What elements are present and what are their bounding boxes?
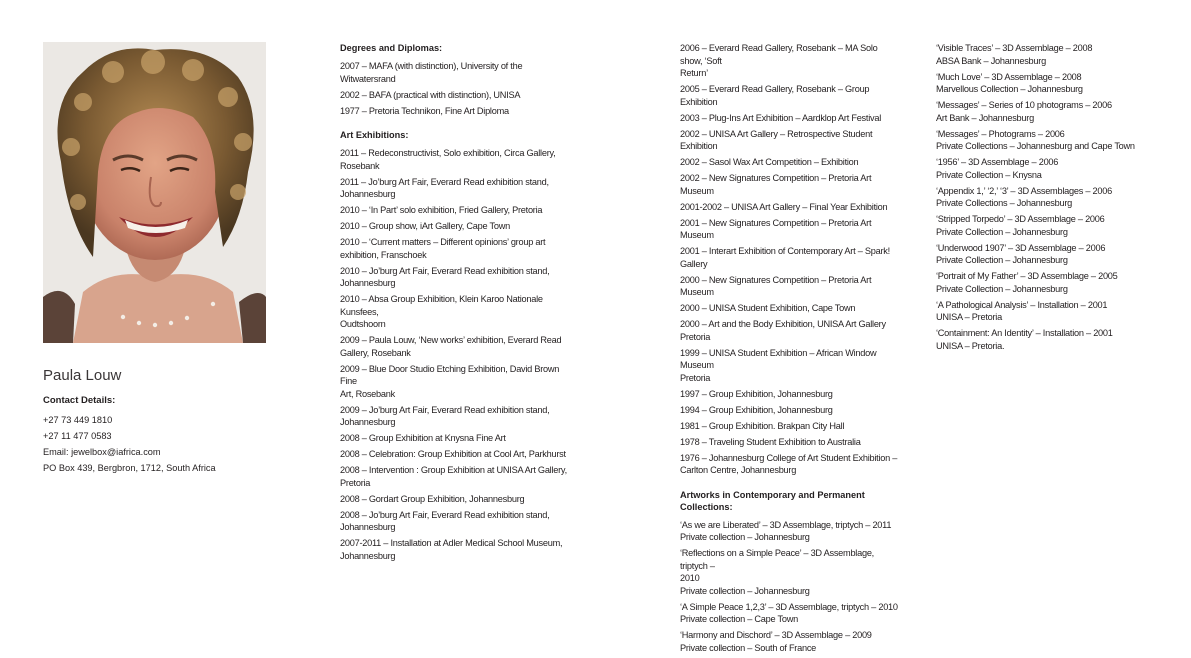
list-item	[340, 448, 572, 461]
list-item-line: 2001-2002 – UNISA Art Gallery – Final Year Exhibition	[680, 201, 888, 212]
degrees-heading: Degrees and Diplomas:	[340, 43, 443, 53]
list-item-line: Art, Rosebank	[340, 388, 395, 399]
column-artworks	[936, 42, 1136, 356]
list-item	[936, 270, 1136, 295]
list-item	[936, 71, 1136, 96]
list-item-line: 2007-2011 – Installation at Adler Medical School Museum,	[340, 538, 563, 548]
column-exhibitions-artworks	[680, 42, 900, 658]
list-item-line: UNISA – Pretoria	[936, 312, 1002, 322]
contact-email: Email: jewelbox@iafrica.com	[43, 447, 161, 457]
list-item-line: Private collection – South of France	[680, 642, 817, 653]
list-item-line: 2011 – Jo’burg Art Fair, Everard Read exhibition stand,	[340, 176, 549, 187]
list-item-line: Private Collection – Johannesburg	[936, 255, 1068, 265]
list-item-line: Johannesburg	[340, 189, 396, 199]
list-item-line: Rosebank	[340, 160, 380, 171]
list-item-line: Private Collections – Johannesburg	[936, 198, 1073, 208]
list-item-line: ‘Stripped Torpedo’ – 3D Assemblage – 2006	[936, 214, 1105, 224]
person-name: Paula Louw	[43, 367, 122, 384]
list-item-line: Pretoria	[340, 477, 371, 488]
list-item-line: Return’	[680, 68, 708, 78]
list-item	[340, 265, 572, 290]
list-item-line: ‘Reflections on a Simple Peace’ – 3D Assemblage, triptych –	[680, 548, 874, 571]
contact-details	[43, 395, 293, 476]
list-item-line: 2001 – New Signatures Competition – Pretoria Art Museum	[680, 217, 872, 240]
list-item	[340, 89, 572, 102]
list-item	[680, 302, 900, 315]
list-item-line: 1976 – Johannesburg College of Art Student Exhibition –	[680, 452, 898, 463]
list-item-line: 2010	[680, 573, 700, 583]
list-item-line: Johannesburg	[340, 522, 396, 532]
list-item	[340, 105, 572, 118]
list-item	[680, 42, 900, 80]
list-item	[340, 176, 572, 201]
list-item-line: Johannesburg	[340, 278, 396, 288]
list-item	[340, 334, 572, 359]
list-item-line: Private Collection – Knysna	[936, 169, 1042, 180]
list-item	[680, 318, 900, 343]
list-item-line: 2008 – Intervention : Group Exhibition at UNISA Art Gallery,	[340, 465, 567, 475]
list-item-line: 1978 – Traveling Student Exhibition to Australia	[680, 436, 861, 447]
list-item-line: 2010 – ‘In Part’ solo exhibition, Fried Gallery, Pretoria	[340, 205, 543, 215]
list-item-line: ‘1956’ – 3D Assemblage – 2006	[936, 157, 1059, 167]
list-item	[680, 274, 900, 299]
list-item-line: Witwatersrand	[340, 73, 396, 84]
list-item-line: Private Collections – Johannesburg and Cape Town	[936, 141, 1135, 151]
list-item-line: 2009 – Blue Door Studio Etching Exhibition, David Brown Fine	[340, 363, 560, 386]
list-item-line: ‘Harmony and Dischord’ – 3D Assemblage – 2009	[680, 630, 872, 640]
list-item	[340, 404, 572, 429]
list-item	[340, 509, 572, 534]
list-item-line: UNISA – Pretoria.	[936, 340, 1005, 351]
list-item-line: Gallery, Rosebank	[340, 347, 411, 358]
list-item-line: 2002 – Sasol Wax Art Competition – Exhibition	[680, 157, 859, 167]
list-item	[936, 99, 1136, 124]
list-item	[680, 347, 900, 385]
list-item-line: 2005 – Everard Read Gallery, Rosebank – Group Exhibition	[680, 84, 870, 107]
list-item-line: Private Collection – Johannesburg	[936, 283, 1068, 294]
portrait-photo	[43, 42, 266, 343]
artworks-heading	[680, 489, 900, 513]
list-item-line: Private Collection – Johannesburg	[936, 226, 1068, 237]
list-item-line: Private collection – Johannesburg	[680, 585, 810, 596]
list-item-line: ‘Underwood 1907’ – 3D Assemblage – 2006	[936, 242, 1106, 253]
list-item-line: 2001 – Interart Exhibition of Contemporary Art – Spark!	[680, 246, 890, 256]
contact-address: PO Box 439, Bergbron, 1712, South Africa	[43, 463, 216, 473]
artworks-heading-line: Collections:	[680, 501, 733, 512]
list-item-line: Private collection – Johannesburg	[680, 532, 810, 542]
list-item-line: 2002 – New Signatures Competition – Pretoria Art Museum	[680, 173, 872, 196]
contact-heading: Contact Details:	[43, 395, 116, 406]
list-item-line: ‘Messages’ – Series of 10 photograms – 2006	[936, 100, 1112, 110]
list-item-line: Pretoria	[680, 372, 711, 383]
list-item-line: Marvellous Collection – Johannesburg	[936, 84, 1083, 94]
list-item	[936, 128, 1136, 153]
list-item	[340, 60, 572, 85]
list-item-line: ‘Much Love’ – 3D Assemblage – 2008	[936, 71, 1082, 82]
list-item	[680, 436, 900, 449]
list-item-line: 2007 – MAFA (with distinction), University of the	[340, 61, 523, 71]
list-item	[340, 537, 572, 562]
list-item	[340, 293, 572, 331]
exhibitions-list-2	[680, 42, 900, 477]
list-item	[340, 220, 572, 233]
list-item-line: Private collection – Cape Town	[680, 614, 798, 624]
contact-phone-mobile: +27 73 449 1810	[43, 415, 113, 425]
list-item-line: ‘A Pathological Analysis’ – Installation – 2001	[936, 299, 1108, 310]
list-item	[340, 147, 572, 172]
list-item-line: 1994 – Group Exhibition, Johannesburg	[680, 404, 833, 415]
list-item-line: 1997 – Group Exhibition, Johannesburg	[680, 388, 833, 399]
list-item-line: 2006 – Everard Read Gallery, Rosebank – MA Solo show, ‘Soft	[680, 43, 878, 66]
list-item	[680, 172, 900, 197]
list-item-line: Gallery	[680, 258, 708, 269]
list-item	[936, 213, 1136, 238]
list-item-line: 2008 – Gordart Group Exhibition, Johannesburg	[340, 493, 525, 504]
list-item	[936, 327, 1136, 352]
list-item	[680, 201, 900, 214]
list-item-line: Johannesburg	[340, 417, 396, 427]
list-item	[680, 217, 900, 242]
list-item-line: exhibition, Franschoek	[340, 249, 427, 260]
list-item	[936, 156, 1136, 181]
list-item-line: ‘As we are Liberated’ – 3D Assemblage, triptych – 2011	[680, 519, 892, 530]
list-item	[340, 432, 572, 445]
list-item-line: 2009 – Jo’burg Art Fair, Everard Read exhibition stand,	[340, 404, 550, 415]
list-item-line: Oudtshoorn	[340, 319, 386, 329]
list-item	[680, 601, 900, 626]
list-item-line: Carlton Centre, Johannesburg	[680, 465, 797, 475]
artworks-list-1	[680, 519, 900, 655]
list-item	[680, 128, 900, 153]
list-item-line: Art Bank – Johannesburg	[936, 112, 1034, 123]
list-item-line: 2009 – Paula Louw, ‘New works’ exhibition, Everard Read	[340, 335, 562, 345]
list-item-line: Johannesburg	[340, 550, 396, 561]
list-item-line: ‘Portrait of My Father’ – 3D Assemblage – 2005	[936, 271, 1118, 281]
list-item	[680, 420, 900, 433]
list-item	[680, 519, 900, 544]
list-item-line: ‘Appendix 1,’ ‘2,’ ‘3’ – 3D Assemblages – 2006	[936, 185, 1112, 196]
exhibitions-list-1	[340, 147, 572, 562]
list-item	[680, 388, 900, 401]
list-item-line: 2003 – Plug-Ins Art Exhibition – Aardklop Art Festival	[680, 112, 881, 123]
artworks-list-2	[936, 42, 1136, 352]
list-item-line: 2010 – ‘Current matters – Different opinions’ group art	[340, 237, 546, 247]
list-item-line: 2011 – Redeconstructivist, Solo exhibition, Circa Gallery,	[340, 148, 556, 158]
exhibitions-heading: Art Exhibitions:	[340, 130, 409, 140]
list-item-line: 2002 – BAFA (practical with distinction), UNISA	[340, 89, 521, 100]
list-item	[680, 112, 900, 125]
column-degrees-exhibitions	[340, 42, 572, 566]
list-item-line: 2010 – Jo’burg Art Fair, Everard Read exhibition stand,	[340, 265, 550, 276]
list-item	[936, 185, 1136, 210]
list-item	[680, 452, 900, 477]
degrees-list	[340, 60, 572, 117]
contact-phone-landline: +27 11 477 0583	[43, 431, 112, 441]
list-item-line: ‘Visible Traces’ – 3D Assemblage – 2008	[936, 43, 1093, 53]
list-item	[340, 464, 572, 489]
list-item	[680, 404, 900, 417]
list-item-line: ABSA Bank – Johannesburg	[936, 55, 1046, 66]
artworks-heading-line: Artworks in Contemporary and Permanent	[680, 489, 865, 500]
list-item-line: 1981 – Group Exhibition. Brakpan City Hall	[680, 420, 845, 431]
list-item-line: 2008 – Celebration: Group Exhibition at Cool Art, Parkhurst	[340, 449, 566, 459]
list-item	[936, 42, 1136, 67]
list-item-line: 2000 – New Signatures Competition – Pretoria Art Museum	[680, 274, 872, 297]
list-item	[340, 204, 572, 217]
list-item-line: 2010 – Group show, iArt Gallery, Cape Town	[340, 221, 510, 231]
list-item	[680, 629, 900, 654]
list-item	[340, 493, 572, 506]
list-item-line: 2008 – Jo’burg Art Fair, Everard Read exhibition stand,	[340, 509, 550, 520]
list-item	[680, 156, 900, 169]
list-item-line: 2010 – Absa Group Exhibition, Klein Karoo Nationale Kunsfees,	[340, 294, 543, 317]
list-item-line: 2000 – Art and the Body Exhibition, UNISA Art Gallery Pretoria	[680, 319, 886, 342]
list-item	[936, 242, 1136, 267]
list-item-line: ‘Messages’ – Photograms – 2006	[936, 128, 1065, 139]
list-item-line: 1999 – UNISA Student Exhibition – African Window Museum	[680, 347, 877, 370]
list-item-line: 2000 – UNISA Student Exhibition, Cape Town	[680, 303, 856, 313]
list-item-line: 1977 – Pretoria Technikon, Fine Art Diploma	[340, 105, 509, 116]
list-item-line: ‘A Simple Peace 1,2,3’ – 3D Assemblage, triptych – 2010	[680, 601, 898, 612]
list-item-line: 2002 – UNISA Art Gallery – Retrospective Student Exhibition	[680, 128, 873, 151]
list-item	[340, 363, 572, 401]
list-item	[936, 299, 1136, 324]
list-item-line: ‘Containment: An Identity’ – Installation – 2001	[936, 328, 1113, 338]
list-item-line: 2008 – Group Exhibition at Knysna Fine Art	[340, 433, 506, 443]
list-item	[680, 245, 900, 270]
list-item	[680, 83, 900, 108]
list-item	[680, 547, 900, 597]
list-item	[340, 236, 572, 261]
